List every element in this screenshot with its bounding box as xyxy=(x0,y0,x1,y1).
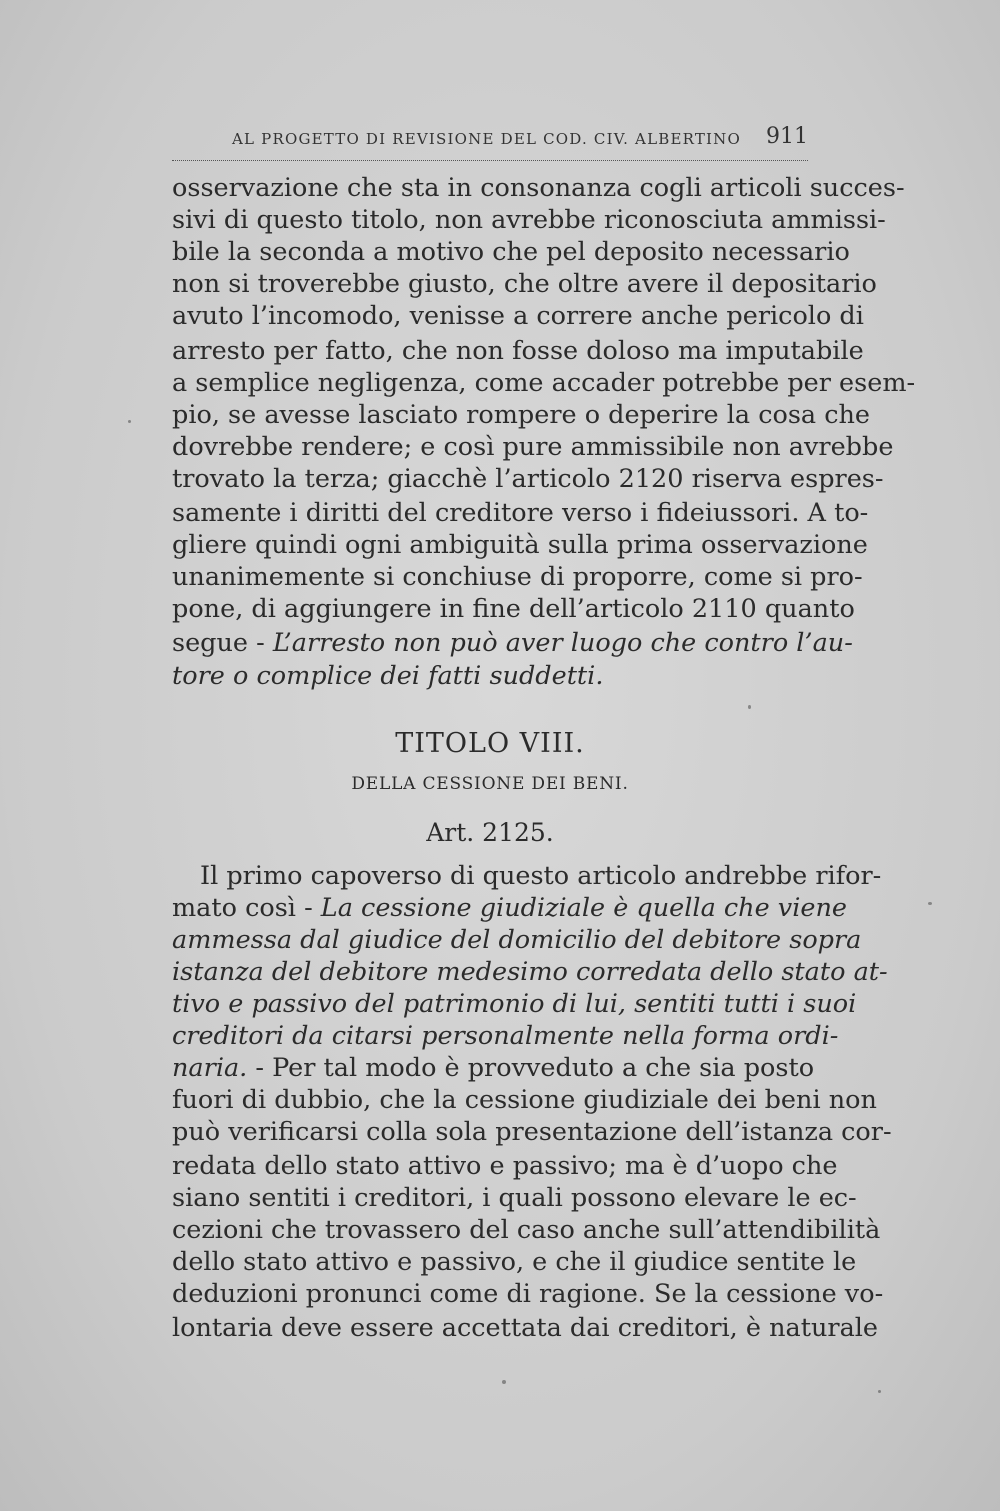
italic-quote: tivo e passivo del patrimonio di lui, sentiti tutti i suoi xyxy=(172,989,857,1019)
text-line: osservazione che sta in consonanza cogli articoli succes- xyxy=(172,173,905,203)
text-line: samente i diritti del creditore verso i fideiussori. A to- xyxy=(172,498,869,528)
section-subtitle: DELLA CESSIONE DEI BENI. xyxy=(351,774,629,794)
text-line: bile la seconda a motivo che pel deposito necessario xyxy=(172,237,850,267)
section-title: TITOLO VIII. xyxy=(395,728,585,759)
italic-quote: tore o complice dei fatti suddetti. xyxy=(172,661,604,691)
text-line: pio, se avesse lasciato rompere o deperire la cosa che xyxy=(172,400,871,430)
italic-quote: naria. xyxy=(172,1053,248,1083)
text-line: a semplice negligenza, come accader potrebbe per esem- xyxy=(172,368,916,398)
text-line: cezioni che trovassero del caso anche sull’attendibilità xyxy=(172,1215,881,1245)
text-run: mato così - xyxy=(172,893,321,923)
paper-speck xyxy=(128,420,131,423)
text-line: Il primo capoverso di questo articolo andrebbe rifor- xyxy=(200,861,882,891)
paper-speck xyxy=(878,1390,881,1393)
text-run: segue - xyxy=(172,628,273,658)
text-run: - Per tal modo è provveduto a che sia posto xyxy=(247,1053,815,1083)
text-line: dovrebbe rendere; e così pure ammissibile non avrebbe xyxy=(172,432,894,462)
text-line xyxy=(172,627,853,659)
text-line: gliere quindi ogni ambiguità sulla prima osservazione xyxy=(172,530,868,560)
article-heading: Art. 2125. xyxy=(426,818,554,847)
italic-quote: L’arresto non può aver luogo che contro l’au- xyxy=(272,628,853,658)
text-line: avuto l’incomodo, venisse a correre anche pericolo di xyxy=(172,301,864,331)
italic-quote: ammessa dal giudice del domicilio del debitore sopra xyxy=(172,925,862,955)
text-line: lontaria deve essere accettata dai creditori, è naturale xyxy=(172,1313,879,1343)
paper-speck xyxy=(748,705,751,709)
italic-quote: istanza del debitore medesimo corredata dello stato at- xyxy=(172,957,888,987)
paper-speck xyxy=(928,902,932,905)
text-line: deduzioni pronunci come di ragione. Se la cessione vo- xyxy=(172,1279,884,1309)
text-line: può verificarsi colla sola presentazione dell’istanza cor- xyxy=(172,1117,892,1147)
page-header xyxy=(172,126,808,161)
text-line: dello stato attivo e passivo, e che il giudice sentite le xyxy=(172,1247,857,1277)
italic-quote: La cessione giudiziale è quella che viene xyxy=(320,893,847,923)
italic-quote: creditori da citarsi personalmente nella forma ordi- xyxy=(172,1021,839,1051)
text-line: redata dello stato attivo e passivo; ma è d’uopo che xyxy=(172,1151,838,1181)
text-line: arresto per fatto, che non fosse doloso ma imputabile xyxy=(172,336,864,366)
text-line: fuori di dubbio, che la cessione giudiziale dei beni non xyxy=(172,1085,877,1115)
page-number: 911 xyxy=(766,124,808,149)
text-line: trovato la terza; giacchè l’articolo 2120 riserva espres- xyxy=(172,464,884,494)
text-line xyxy=(172,1052,815,1084)
text-line: pone, di aggiungere in fine dell’articolo 2110 quanto xyxy=(172,594,855,624)
text-line: sivi di questo titolo, non avrebbe riconosciuta ammissi- xyxy=(172,205,886,235)
text-line xyxy=(172,892,847,924)
text-line: siano sentiti i creditori, i quali possono elevare le ec- xyxy=(172,1183,857,1213)
text-line: non si troverebbe giusto, che oltre avere il depositario xyxy=(172,269,877,299)
text-line: unanimemente si conchiuse di proporre, come si pro- xyxy=(172,562,863,592)
running-head: AL PROGETTO DI REVISIONE DEL COD. CIV. ALBERTINO xyxy=(232,130,741,148)
paper-speck xyxy=(502,1380,506,1384)
